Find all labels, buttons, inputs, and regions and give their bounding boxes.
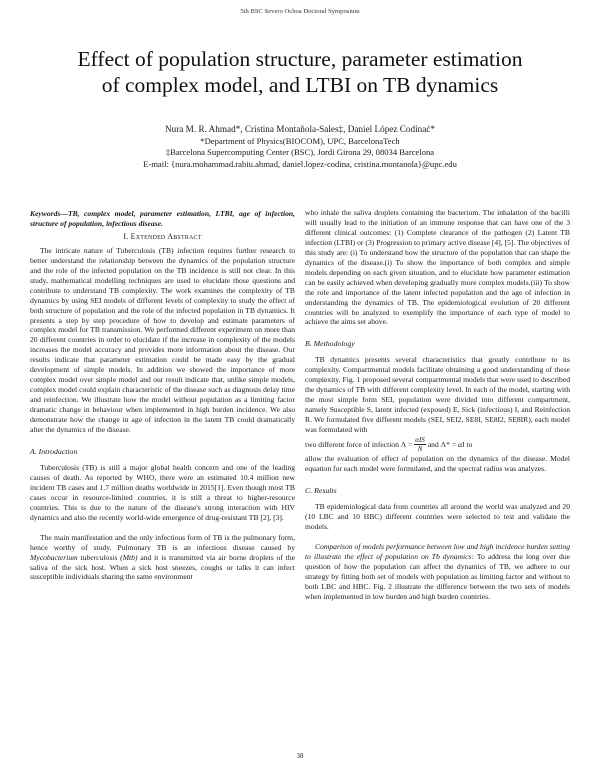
intro-paragraph-2 <box>30 533 295 583</box>
section-number: I. <box>123 231 129 241</box>
objectives-paragraph: who inhale the saliva droplets containing the bacterium. The inhalation of the bacilli will usually lead to the initiation of an immune response that can have one of the 3 different clinical outcomes: (1) Complete clearance of the pathogen (2) Latent TB infection (LTBI) or (3) Progression to primary active disease [4], [5]. The objectives of this study are: (i) To understand how the structure of the population that can shape the dynamics of the disease.(i) To show the importance of both complex and simple models depending on each given situation, and to elucidate how parameter estimation can be easily achieved when developing gradually more complex models.(iii) To show the role and importance of the latent infected population and the age of infection in understanding the dynamics of TB. The epidemiological evolution of 20 different countries will be analyzed to exemplify the importance of each type of model to achieve the aims set above. <box>305 208 570 327</box>
intro-p2-species: Mycobacterium tuberculosis (Mtb) <box>30 552 138 562</box>
title-line-1: Effect of population structure, parameter estimation <box>77 47 523 71</box>
formula-text-b: and Λ* = αI to <box>427 439 473 449</box>
abstract-paragraph: The intricate nature of Tuberculosis (TB) infection requires further research to better understand the relationship between the dynamics of the population structure and the role of the infected population on the TB incidence is still not clear. In this study, mathematical modelling techniques are used to elucidate those questions and contribute to understand TB complexity. The work examines the complexity of TB dynamics by using SEI models of different levels of complexity to study the effect of both structure of population and the role of the infected population in TB dynamics. It presents a step by step procedure of how to develop and estimate parameters of complex model for TB transmission. We performed different experiment on more than 20 different countries in order to elucidate if the increase in complexity of the models increases the model accuracy and provides more information about the disease. Our results indicate that parameter estimation could be made easy by the gradual development of simple models. In addition we showed the importance of more complex model over simple model and our result indicate that, unlike simple models, complex model could explain characteristic of the disease such as diagnosis delay time and reinfection. We illustrate how the model without population as a limiting factor dramatic change in behaviour when implemented in high burden incidence. We also demonstrate how the change in age of infection in the latent TB could dramatically alter the dynamics of the disease. <box>30 245 295 435</box>
title-line-2: of complex model, and LTBI on TB dynamics <box>101 73 499 97</box>
formula-fraction <box>414 436 426 453</box>
intro-paragraph-1: Tuberculosis (TB) is still a major global health concern and one of the leading causes of death. As reported by WHO, there were an estimated 10.4 million new incident TB cases and 1.7 million deaths worldwide in 2015[1]. Even though most TB cases occur in resource-limited countries, it is still a threat to higher-resource countries. This is due to the nature of the disease's strong interaction with HIV dynamics and also the recently world-wide emergence of drug-resistant TB [2], [3]. <box>30 462 295 522</box>
results-paragraph-1: TB epidemiological data from countries all around the world was analyzed and 20 (10 LBC and 10 HBC) different countries were selected to test and validate the models. <box>305 501 570 531</box>
subsection-heading-introduction: A. Introduction <box>30 446 78 456</box>
force-of-infection-formula <box>305 436 570 453</box>
section-heading-extended-abstract <box>30 232 295 242</box>
right-column <box>305 208 570 601</box>
paper-title <box>30 46 570 98</box>
intro-p2-text-b: and it is transmitted via air borne droplets of the saliva of the sick host. When a sick host sneezes, coughs or talks it can infect susceptible individuals sharing the same environment <box>30 552 295 582</box>
author-block <box>40 124 560 170</box>
affiliation-1: *Department of Physics(BIOCOM), UPC, BarcelonaTech <box>200 136 400 147</box>
results-p2-lead: Comparison of models performance between low and high incidence burden setting to illustrate the effect of population on Tb dynamics: <box>305 541 570 561</box>
author-emails: E-mail: {nura.mohammad.rabiu.ahmad, daniel.lopez-codina, cristina.montanola}@upc.edu <box>143 158 457 169</box>
subsection-heading-results: C. Results <box>305 485 337 495</box>
intro-p2-text-a: The main manifestation and the only infectious form of TB is the pulmonary form, hence worthy of study. Pulmonary TB is an infectious disease caused by <box>30 532 295 552</box>
methods-paragraph: TB dynamics presents several characteristics that greatly contribute to its complexity. Compartmental models facilitate obtaining a good understanding of these complexity. Fig. 1 proposed several compartmental models that were used to described the dynamics of TB with different complexity level. In each of the model, starting with the most simple form SEI, population were divided into different compartment, namely Susceptible S, latent infected (exposed) E, Sick (infectious) I, and Reinfection R. We formulated five different models (SEI, SEI2, SE8I, SE8I2, SE8IR), each model was formulated with <box>305 355 570 435</box>
page-number: 38 <box>296 752 304 760</box>
running-head: 5th BSC Severo Ochoa Doctoral Symposium <box>240 8 360 15</box>
formula-text-a: two different force of infection Λ = <box>305 439 413 449</box>
left-column <box>30 209 295 582</box>
affiliation-2: ‡Barcelona Supercomputing Center (BSC), Jordi Girona 29, 08034 Barcelona <box>165 147 435 158</box>
subsection-heading-methodology: B. Methodology <box>305 339 355 349</box>
keywords: Keywords—TB, complex model, parameter estimation, LTBI, age of infection, structure of population, infectious disease. <box>30 209 295 228</box>
methods-paragraph-end: allow the evaluation of effect of population on the dynamics of the disease. Model equation for each model were formulated, and the spectral radius was analyzes. <box>305 454 570 473</box>
formula-denominator: N <box>417 445 423 454</box>
formula-numerator: αIS <box>415 436 425 445</box>
results-paragraph-2 <box>305 542 570 602</box>
section-title: Extended Abstract <box>130 231 202 241</box>
results-p2-text: To address the long over due question of how the population can affect the dynamics of TB, we adhere to our strategy by fitting both set of models with population as limiting factor and without to both LBC and HBC. Fig. 2 illustrate the difference between the two sets of models when implemented in low burden and high burden countries. <box>305 551 571 601</box>
author-names: Nura M. R. Ahmad*, Cristina Montañola-Sales‡, Daniel López Codinać* <box>165 124 435 134</box>
